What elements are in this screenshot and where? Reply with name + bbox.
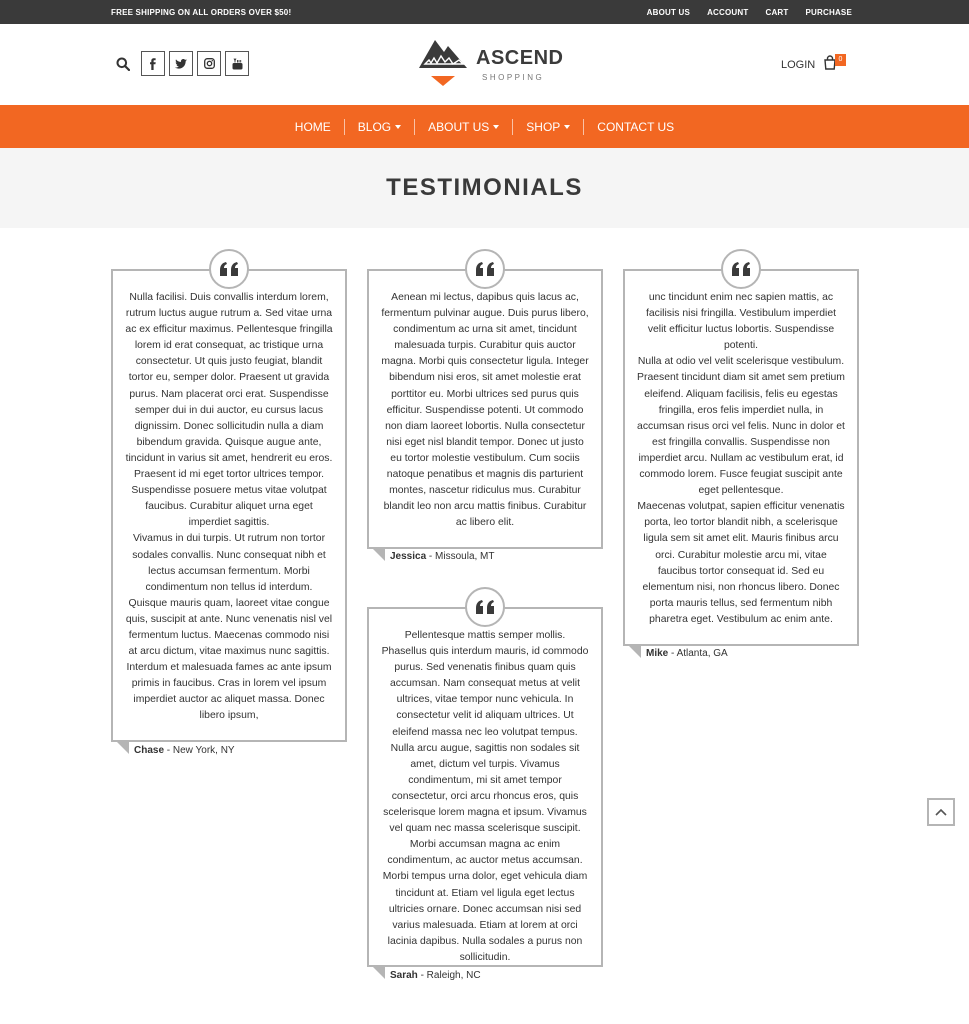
back-to-top-button[interactable] [927, 798, 955, 826]
author-location: - New York, NY [164, 745, 235, 756]
main-nav [0, 105, 969, 148]
top-link-account[interactable]: ACCOUNT [707, 8, 749, 17]
testimonial-text [369, 271, 601, 545]
nav-item-home[interactable] [282, 119, 344, 135]
facebook-icon[interactable] [141, 51, 165, 76]
site-logo[interactable] [417, 38, 564, 90]
author-location: - Missoula, MT [426, 551, 495, 562]
brand-tagline: SHOPPING [482, 73, 545, 82]
youtube-icon[interactable] [225, 51, 249, 76]
quote-icon [465, 587, 505, 627]
nav-label: HOME [294, 119, 331, 134]
testimonial-card [623, 269, 859, 646]
search-icon[interactable] [116, 57, 130, 71]
caret-down-icon [493, 125, 499, 129]
login-link[interactable]: LOGIN [781, 59, 816, 71]
cart-count-badge: 0 [835, 54, 846, 66]
caret-down-icon [564, 125, 570, 129]
testimonial-paragraph: unc tincidunt enim nec sapien mattis, ac facilisis nisi fringilla. Vestibulum imperdiet velit efficitur luctus lobortis. Suspendisse potenti. [646, 292, 836, 352]
chevron-up-icon [935, 808, 947, 816]
testimonial-author [646, 648, 728, 659]
testimonial-card [111, 269, 347, 742]
testimonial-text [113, 271, 345, 739]
quote-icon [209, 249, 249, 289]
quote-icon [465, 249, 505, 289]
testimonial-author [390, 551, 495, 562]
speech-tail [371, 547, 385, 561]
speech-tail [371, 965, 385, 979]
testimonial-paragraph: Vivamus in dui turpis. Ut rutrum non tortor sodales convallis. Nunc consequat nibh et lectus accumsan fermentum. Morbi condimentum non tellus id interdum. Quisque mauris quam, laoreet vitae congue quis, suscipit at ante. Nunc venenatis nisl vel fermentum luctus. Maecenas commodo nisi at arcu dictum, vitae maximus nunc sagittis. Interdum et malesuada fames ac ante ipsum primis in faucibus. Cras in lorem vel ipsum imperdiet auctor ac aliquet massa. Donec libero ipsum, [125, 533, 333, 722]
instagram-icon[interactable] [197, 51, 221, 76]
nav-item-contact-us[interactable] [584, 119, 687, 135]
speech-tail [627, 644, 641, 658]
author-location: - Atlanta, GA [668, 648, 728, 659]
top-link-about-us[interactable]: ABOUT US [646, 8, 691, 17]
testimonial-author [390, 970, 481, 981]
page-title: TESTIMONIALS [386, 174, 583, 201]
nav-label: ABOUT US [428, 119, 490, 134]
top-link-purchase[interactable]: PURCHASE [805, 8, 852, 17]
author-name: Chase [134, 745, 165, 756]
testimonial-paragraph: Maecenas volutpat, sapien efficitur venenatis porta, leo tortor blandit nibh, a scelerisque ligula sem sit amet elit. Mauris finibus arcu orci. Curabitur molestie arcu mi, vitae faucibus tortor consequat id. Sed eu elementum nisi, non rhoncus libero. Donec porta mauris tellus, sed fermentum nibh pharetra eget. Vestibulum ac enim ante. [637, 501, 845, 625]
brand-name: ASCEND [476, 47, 564, 69]
top-links [647, 8, 852, 17]
author-name: Mike [646, 648, 669, 659]
nav-label: CONTACT US [597, 119, 675, 134]
promo-text: FREE SHIPPING ON ALL ORDERS OVER $50! [111, 8, 292, 17]
nav-label: SHOP [526, 119, 561, 134]
top-bar [0, 0, 969, 24]
testimonial-card [367, 269, 603, 549]
author-name: Jessica [390, 551, 427, 562]
testimonial-paragraph: Nulla at odio vel velit scelerisque vestibulum. Praesent tincidunt diam sit amet sem pretium eleifend. Aliquam facilisis, felis eu egestas fringilla, eros felis imperdiet nulla, in accumsan risus orci vel felis. Nunc in dolor et est fringilla convallis. Suspendisse non imperdiet arcu. Nullam ac vestibulum erat, id commodo lorem. Fusce feugiat suscipit ante eget pellentesque. [637, 356, 845, 497]
page-title-band [0, 148, 969, 228]
mountain-logo-icon [417, 38, 471, 90]
caret-down-icon [395, 125, 401, 129]
testimonial-text [625, 271, 857, 642]
author-location: - Raleigh, NC [417, 970, 481, 981]
nav-label: BLOG [357, 119, 392, 134]
site-header [0, 24, 969, 105]
quote-icon [721, 249, 761, 289]
nav-item-shop[interactable] [513, 119, 583, 135]
author-name: Sarah [390, 970, 418, 981]
testimonial-paragraph: Pellentesque mattis semper mollis. Phasellus quis interdum mauris, id commodo purus. Sed venenatis finibus quam quis accumsan. Nam consequat metus at velit ultrices, vitae tempor nunc vehicula. In consectetur velit id aliquam ultrices. Ut eleifend massa nec leo volutpat tempus. Nulla arcu augue, sagittis non sodales sit amet, dictum vel turpis. Vivamus condimentum, mi sit amet tempor consectetur, orci arcu rhoncus eros, quis scelerisque lorem magna et ipsum. Vivamus vel quam nec massa scelerisque suscipit. Morbi accumsan magna ac enim condimentum, ac auctor metus accumsan. Morbi tempus urna dolor, eget vehicula diam tincidunt at. Etiam vel ligula eget lectus ultricies ornare. Donec accumsan nisi sed varius malesuada. Etiam at lorem at orci lacinia dapibus. Nulla sodales a purus non sollicitudin. [381, 630, 589, 963]
nav-item-about-us[interactable] [415, 119, 512, 135]
speech-tail [115, 740, 129, 754]
testimonial-author [134, 745, 235, 756]
testimonial-text [369, 609, 601, 980]
social-links [141, 51, 249, 76]
testimonial-paragraph: Aenean mi lectus, dapibus quis lacus ac, fermentum pulvinar augue. Duis purus libero, condimentum ac urna sit amet, tincidunt malesuada turpis. Curabitur quis auctor magna. Morbi quis consectetur ligula. Integer bibendum nisi eros, sit amet molestie erat porttitor eu. Morbi ultrices sed purus quis efficitur. Suspendisse potenti. Ut commodo non diam laoreet lobortis. Nulla consectetur nisi eget nisl blandit tempor. Donec ut justo eu tortor molestie vestibulum. Cum sociis natoque penatibus et magnis dis parturient montes, nascetur ridiculus mus. Curabitur blandit leo non arcu mattis finibus. Curabitur ac libero elit. [381, 292, 589, 529]
twitter-icon[interactable] [169, 51, 193, 76]
top-link-cart[interactable]: CART [765, 8, 789, 17]
testimonial-paragraph: Nulla facilisi. Duis convallis interdum lorem, rutrum luctus augue rutrum a. Sed vitae urna ac ex efficitur maximus. Pellentesque fringilla lorem id erat consequat, ac tristique urna consectetur. Ut quis justo feugiat, blandit tortor eu, semper dolor. Praesent ut gravida purus. Nam placerat orci erat. Suspendisse semper dui in dui auctor, eu cursus lacus dignissim. Donec sollicitudin nulla a diam bibendum gravida. Quisque augue ante, tincidunt in varius sit amet, hendrerit eu eros. Praesent id mi eget tortor ultrices tempor. Suspendisse posuere metus vitae volutpat faucibus. Curabitur aliquet urna eget imperdiet sagittis. [125, 292, 333, 529]
testimonial-card [367, 607, 603, 967]
nav-item-blog[interactable] [345, 119, 414, 135]
